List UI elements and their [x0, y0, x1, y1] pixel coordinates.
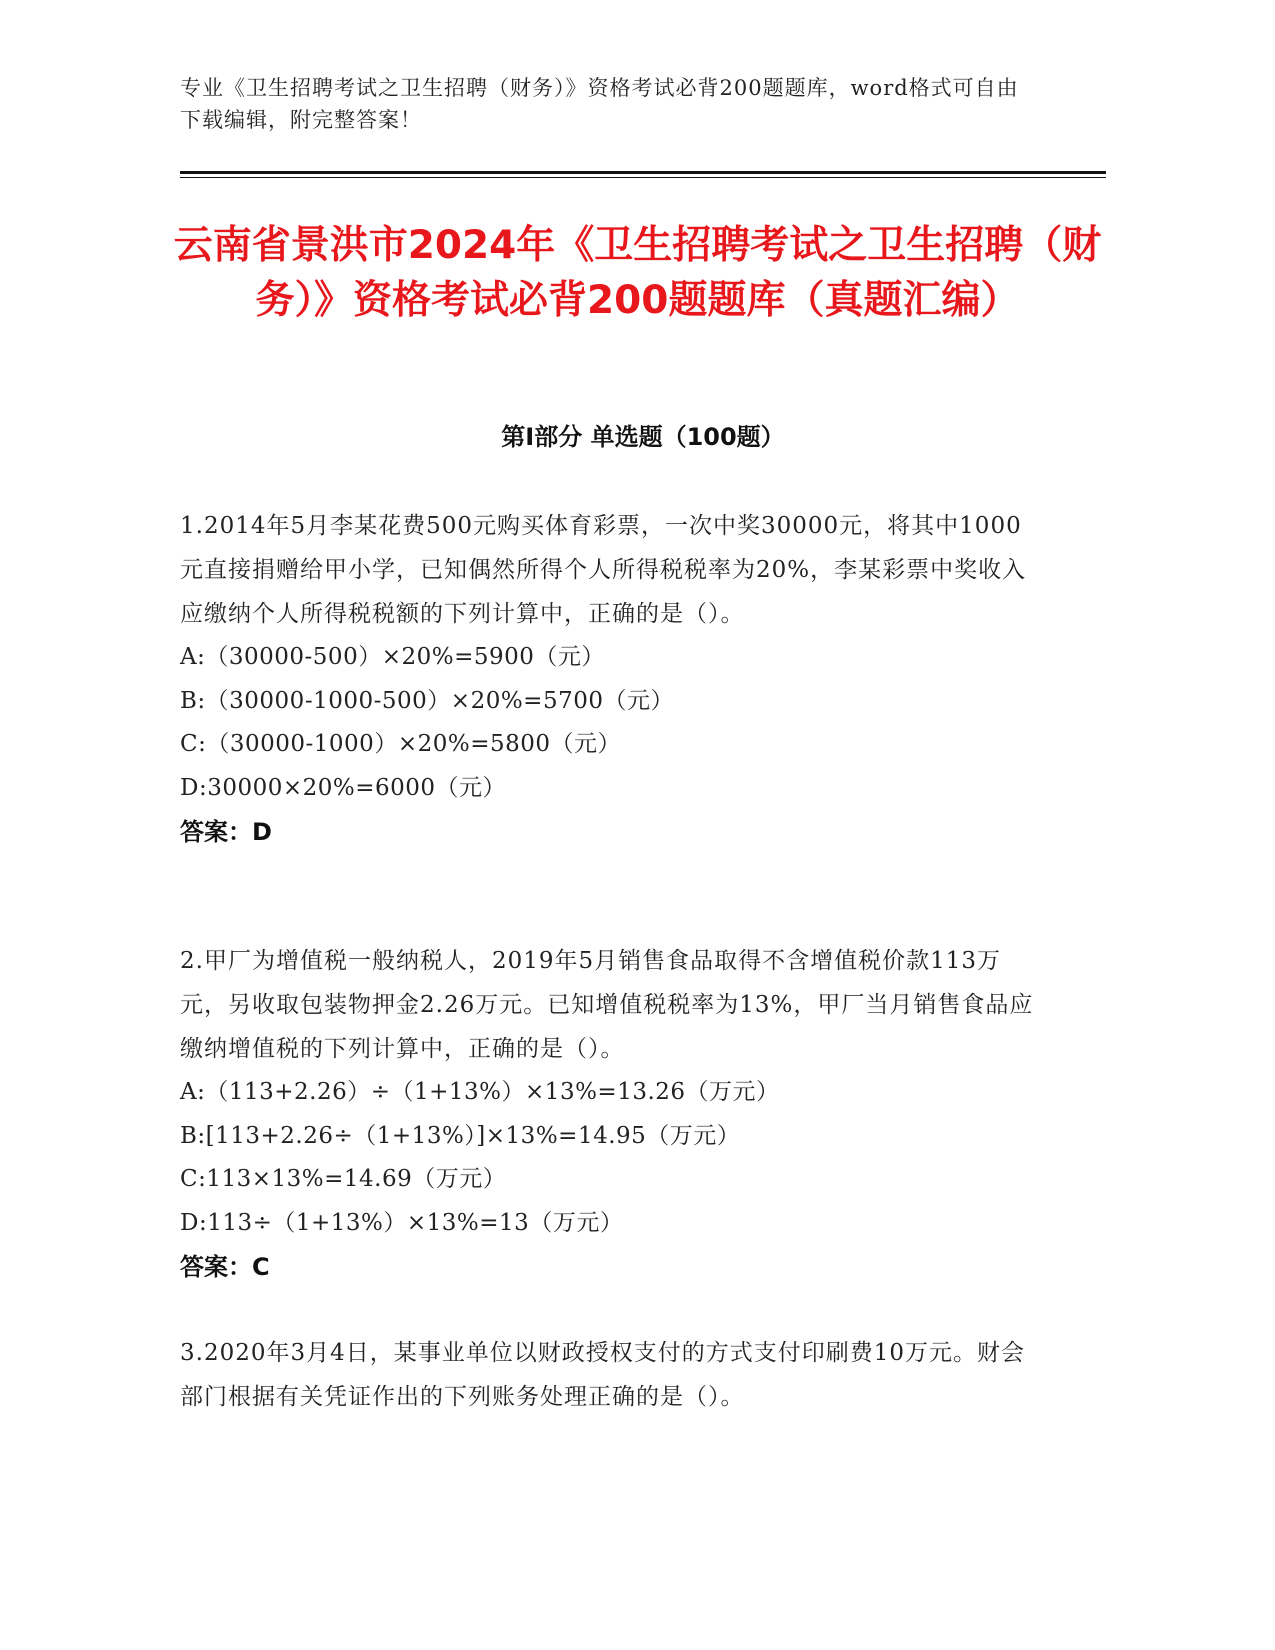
- option-b: B:（30000-1000-500）×20%=5700（元）: [180, 687, 674, 714]
- option-a: A:（113+2.26）÷（1+13%）×13%=13.26（万元）: [180, 1079, 780, 1105]
- option-c: C:（30000-1000）×20%=5800（元）: [180, 731, 622, 757]
- option-d: D:30000×20%=6000（元）: [180, 774, 507, 801]
- question-1: [180, 504, 1040, 854]
- question-stem: 2.甲厂为增值税一般纳税人，2019年5月销售食品取得不含增值税价款113万元，另收取包装物押金2.26万元。已知增值税税率为13%，甲厂当月销售食品应缴纳增值税的下列计算中，正确的是（）。: [180, 948, 1034, 1062]
- header-divider-thick: [180, 171, 1106, 174]
- section-heading: 第I部分 单选题（100题）: [501, 423, 785, 451]
- question-stem: 1.2014年5月李某花费500元购买体育彩票，一次中奖30000元，将其中1000元直接捐赠给甲小学，已知偶然所得个人所得税税率为20%，李某彩票中奖收入应缴纳个人所得税税额的下列计算中，正确的是（）。: [180, 513, 1027, 627]
- question-stem: 3.2020年3月4日，某事业单位以财政授权支付的方式支付印刷费10万元。财会部门根据有关凭证作出的下列账务处理正确的是（）。: [180, 1340, 1026, 1410]
- question-2: [180, 939, 1040, 1289]
- option-a: A:（30000-500）×20%=5900（元）: [180, 644, 605, 670]
- option-b: B:[113+2.26÷（1+13%）]×13%=14.95（万元）: [180, 1122, 741, 1149]
- option-d: D:113÷（1+13%）×13%=13（万元）: [180, 1209, 624, 1236]
- option-c: C:113×13%=14.69（万元）: [180, 1166, 507, 1192]
- question-3: [180, 1331, 1040, 1419]
- answer-label: 答案：D: [180, 818, 272, 846]
- document-title: 云南省景洪市2024年《卫生招聘考试之卫生招聘（财务）》资格考试必背200题题库（真题汇编）: [173, 223, 1102, 323]
- answer-label: 答案：C: [180, 1253, 270, 1281]
- header-note: 专业《卫生招聘考试之卫生招聘（财务）》资格考试必背200题题库，word格式可自由下载编辑，附完整答案！: [180, 76, 1019, 132]
- header-divider-thin: [180, 177, 1106, 178]
